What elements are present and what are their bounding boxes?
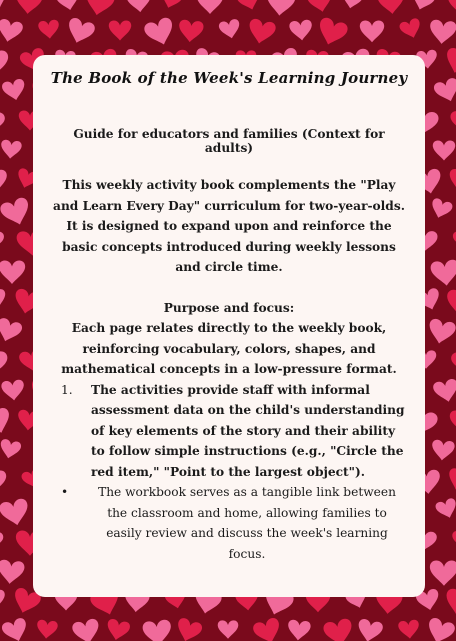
heart-shape xyxy=(218,620,239,638)
list-number: 1. xyxy=(61,382,73,397)
heart-shape xyxy=(0,559,25,585)
heart-shape xyxy=(0,18,24,44)
heart-shape xyxy=(0,139,22,159)
heart-shape xyxy=(433,140,455,160)
heart-shape xyxy=(246,18,277,46)
heart-shape xyxy=(398,17,423,41)
heart-shape xyxy=(0,498,31,529)
heart-shape xyxy=(0,438,22,460)
numbered-list-item xyxy=(49,380,409,483)
heart-shape xyxy=(142,619,173,641)
heart-shape xyxy=(0,470,6,492)
intro-paragraph: This weekly activity book complements the "Play and Learn Every Day" curriculum for two-year-olds. It is designed to expand upon and reinforce the basic concepts introduced during weekly lessons and circle time. xyxy=(53,178,405,274)
heart-shape xyxy=(55,0,81,12)
heart-shape xyxy=(0,527,5,553)
heart-shape xyxy=(197,0,223,14)
heart-shape xyxy=(428,197,453,221)
heart-shape xyxy=(158,0,183,11)
heart-shape xyxy=(450,410,456,432)
heart-shape xyxy=(398,619,420,639)
heart-shape xyxy=(14,0,43,15)
heart-shape xyxy=(0,317,23,345)
heart-shape xyxy=(71,618,102,641)
heart-shape xyxy=(452,529,456,549)
heart-shape xyxy=(433,77,456,105)
heart-shape xyxy=(1,78,27,102)
heart-shape xyxy=(0,406,14,436)
heart-shape xyxy=(450,346,456,376)
heart-shape xyxy=(143,16,178,49)
heart-shape xyxy=(447,168,456,192)
heart-shape xyxy=(265,0,296,17)
heart-shape xyxy=(109,20,131,40)
purpose-paragraph: Each page relates directly to the weekly book, reinforcing vocabulary, colors, shapes, and mathematical concepts in a low-pressure format. xyxy=(61,321,397,376)
purpose-heading: Purpose and focus: xyxy=(163,300,295,315)
heart-shape xyxy=(450,109,456,133)
guide-heading: Guide for educators and families (Context for adults) xyxy=(73,127,385,155)
heart-shape xyxy=(306,0,334,14)
heart-shape xyxy=(0,589,6,609)
heart-shape xyxy=(430,259,456,287)
heart-shape xyxy=(36,619,58,639)
heart-shape xyxy=(126,0,153,13)
bullet-list-item xyxy=(49,482,409,564)
bullet-item-text: The workbook serves as a tangible link between the classroom and home, allowing families to easily review and discuss the week's learning focus. xyxy=(98,485,396,561)
heart-shape xyxy=(0,349,8,377)
heart-shape xyxy=(322,618,355,641)
heart-shape xyxy=(0,228,5,252)
heart-shape xyxy=(340,0,364,10)
heart-shape xyxy=(445,289,456,317)
heart-shape xyxy=(424,616,456,641)
heart-shape xyxy=(287,619,311,641)
heart-shape xyxy=(252,616,284,641)
heart-shape xyxy=(0,288,8,310)
document-card xyxy=(33,55,425,597)
heart-shape xyxy=(426,318,456,346)
heart-shape xyxy=(443,588,456,619)
heart-shape xyxy=(218,18,242,40)
heart-shape xyxy=(448,0,456,16)
heart-shape xyxy=(0,106,6,136)
heart-shape xyxy=(0,261,25,284)
heart-shape xyxy=(445,467,456,493)
heart-shape xyxy=(235,0,263,13)
heart-shape xyxy=(105,618,131,641)
heart-shape xyxy=(315,16,350,49)
heart-shape xyxy=(83,0,116,18)
heart-shape xyxy=(452,228,456,250)
heart-shape xyxy=(289,19,313,41)
heart-shape xyxy=(1,379,25,401)
heart-shape xyxy=(431,439,455,461)
heart-shape xyxy=(428,19,456,45)
bullet-icon: • xyxy=(61,485,69,499)
heart-shape xyxy=(64,16,96,46)
heart-shape xyxy=(38,19,60,39)
heart-shape xyxy=(409,0,437,13)
heart-shape xyxy=(178,19,205,43)
heart-shape xyxy=(0,51,8,76)
heart-shape xyxy=(1,617,31,641)
heart-shape xyxy=(355,618,383,641)
heart-shape xyxy=(0,196,33,229)
heart-shape xyxy=(0,0,10,11)
numbered-item-text: The activities provide staff with informal assessment data on the child's understanding of key elements of the story and their ability to follow simple instructions (e.g., "Circle the red item," "Point to the largest object"). xyxy=(91,382,405,479)
heart-shape xyxy=(430,561,456,586)
heart-shape xyxy=(0,169,8,193)
heart-shape xyxy=(432,378,456,404)
heart-shape xyxy=(442,46,456,76)
page-title: The Book of the Week's Learning Journey xyxy=(50,69,408,87)
heart-shape xyxy=(360,20,384,42)
heart-shape xyxy=(377,0,406,15)
heart-shape xyxy=(434,497,456,521)
heart-shape xyxy=(174,617,204,641)
